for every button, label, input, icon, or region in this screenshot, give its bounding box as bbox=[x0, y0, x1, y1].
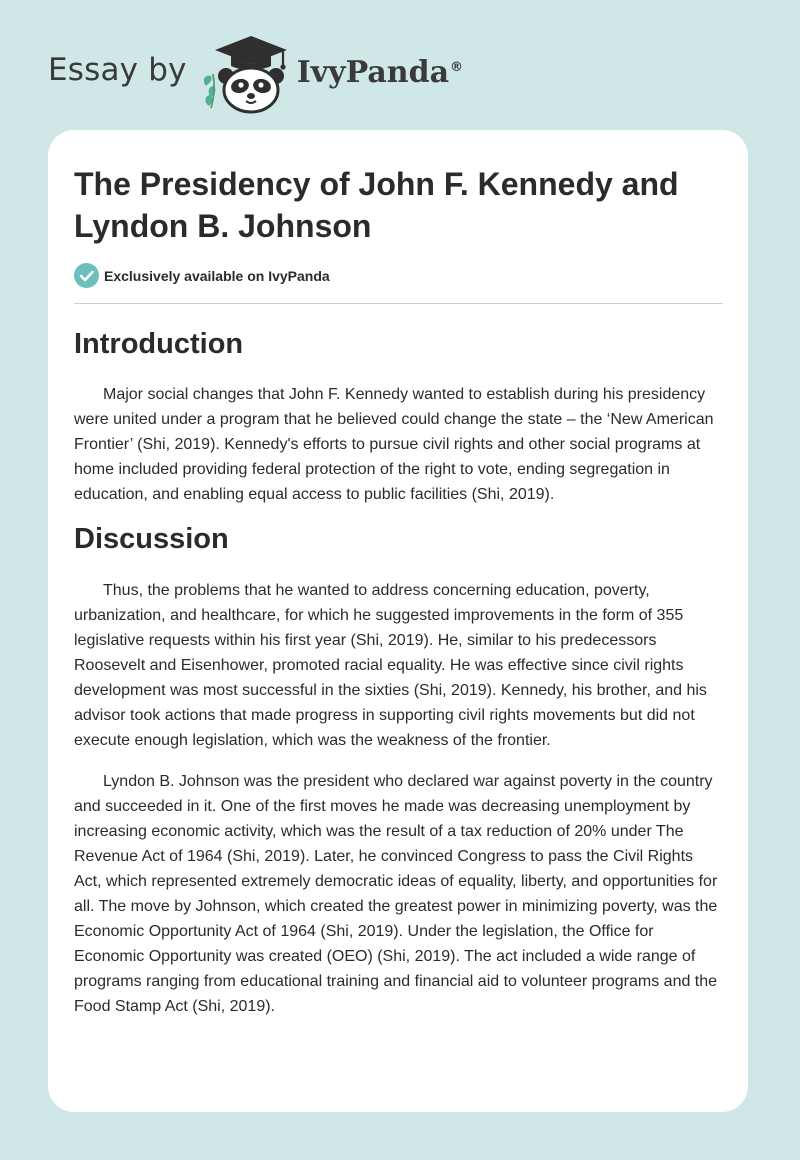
exclusive-badge bbox=[74, 263, 330, 288]
title-divider bbox=[74, 303, 723, 304]
registered-mark: ® bbox=[450, 59, 464, 75]
section-introduction bbox=[74, 325, 724, 507]
check-circle-icon bbox=[74, 263, 99, 288]
paragraph: Lyndon B. Johnson was the president who declared war against poverty in the country and succeeded in it. One of the first moves he made was decreasing unemployment by increasing economic activity, which was the result of a tax reduction of 20% under The Revenue Act of 1964 (Shi, 2019). Later, he convinced Congress to pass the Civil Rights Act, which represented extremely democratic ideas of equality, liberty, and opportunities for all. The move by Johnson, which created the greatest power in minimizing poverty, was the Economic Opportunity Act of 1964 (Shi, 2019). Under the legislation, the Office for Economic Opportunity was created (OEO) (Shi, 2019). The act included a wide range of programs ranging from educational training and financial aid to volunteer programs and the Food Stamp Act (Shi, 2019). bbox=[74, 773, 718, 1015]
section-heading: Introduction bbox=[74, 328, 244, 360]
paragraph: Major social changes that John F. Kennedy wanted to establish during his presidency were united under a program that he believed could change the state – the ‘New American Frontier’ (Shi, 2019). Kennedy's efforts to pursue civil rights and other social programs at home included providing federal protection of the right to vote, ending segregation in education, and enabling equal access to public facilities (Shi, 2019). bbox=[74, 386, 714, 503]
essay-card bbox=[48, 130, 748, 1112]
panda-logo-icon bbox=[201, 34, 293, 114]
section-heading: Discussion bbox=[74, 523, 229, 555]
brand-prefix: Essay by bbox=[48, 52, 187, 88]
section-discussion bbox=[74, 520, 724, 1019]
brand-name: IvyPanda® bbox=[296, 54, 464, 90]
essay-title: The Presidency of John F. Kennedy and Lyndon B. Johnson bbox=[74, 166, 679, 244]
brand-header[interactable] bbox=[48, 34, 463, 114]
exclusive-badge-label: Exclusively available on IvyPanda bbox=[104, 267, 330, 284]
essay-body bbox=[74, 325, 724, 1019]
paragraph: Thus, the problems that he wanted to address concerning education, poverty, urbanization, and healthcare, for which he suggested improvements in the form of 355 legislative requests within his first year (Shi, 2019). He, similar to his predecessors Roosevelt and Eisenhower, promoted racial equality. He was effective since civil rights development was most successful in the sixties (Shi, 2019). Kennedy, his brother, and his advisor took actions that made progress in supporting civil rights movements but did not execute enough legislation, which was the weakness of the frontier. bbox=[74, 582, 707, 749]
ivy-leaf-icon bbox=[204, 74, 215, 108]
